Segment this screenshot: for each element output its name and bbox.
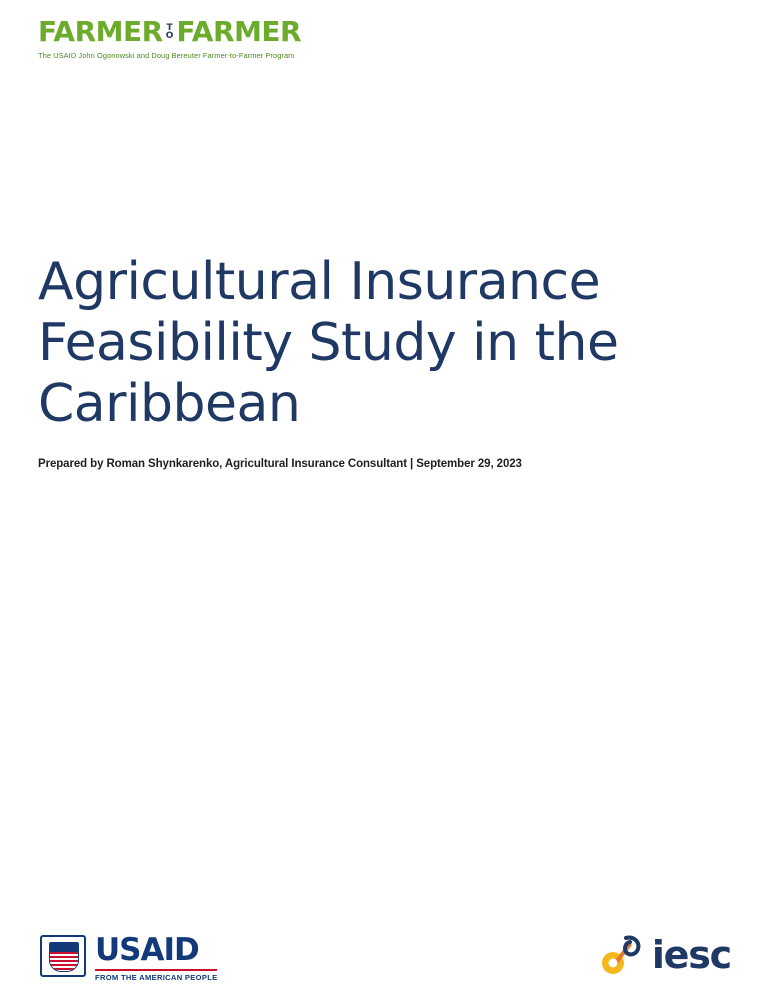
usaid-red-rule [95,969,217,971]
logo-word-left: FARMER [38,15,163,48]
iesc-mark-icon [598,932,644,978]
footer [0,890,769,1000]
usaid-seal-icon [40,935,88,979]
usaid-logo [40,932,218,982]
logo-connector-to [166,24,174,40]
farmer-to-farmer-wordmark [38,15,348,48]
title-block [38,252,718,470]
iesc-logo [598,932,731,978]
logo-word-right: FARMER [176,15,302,48]
iesc-wordmark: iesc [651,933,731,977]
farmer-to-farmer-logo [38,15,348,60]
page-subtitle: Prepared by Roman Shynkarenko, Agricultural Insurance Consultant | September 29, 2023 [38,458,522,470]
usaid-tagline: FROM THE AMERICAN PEOPLE [95,973,218,982]
logo-connector-o: O [165,31,174,41]
usaid-text [95,932,218,982]
logo-connector-t: T [166,23,173,33]
usaid-wordmark: USAID [95,932,199,968]
page-title: Agricultural Insurance Feasibility Study in the Caribbean [38,252,619,434]
logo-tagline: The USAID John Ogonowski and Doug Bereuter Farmer-to-Farmer Program [38,51,295,60]
